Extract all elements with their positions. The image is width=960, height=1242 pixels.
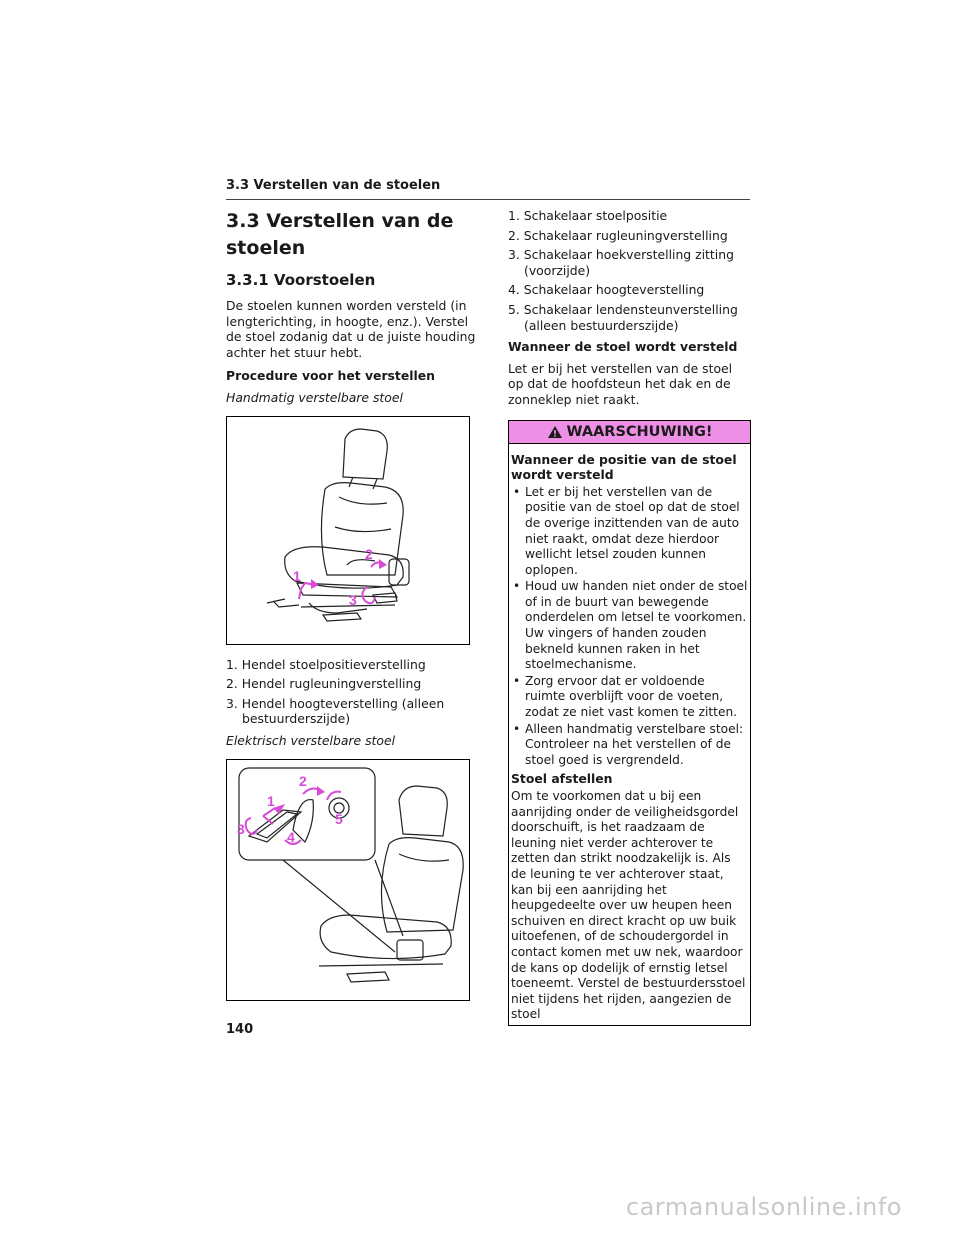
list-item: 2. Hendel rugleuningverstelling xyxy=(226,676,422,692)
list-item: 2. Schakelaar rugleuningverstelling xyxy=(508,227,728,243)
manual-seat-illustration xyxy=(226,416,470,645)
manual-seat-heading: Handmatig verstelbare stoel xyxy=(226,389,403,405)
running-header: 3.3 Verstellen van de stoelen xyxy=(226,178,441,193)
callout-1: 1 xyxy=(267,792,275,809)
warning-subhead: Wanneer de positie van de stoel wordt versteld xyxy=(511,451,737,483)
electric-switches-list xyxy=(508,208,751,333)
list-item: 3. Hendel hoogteverstelling (alleen bestuurderszijde) xyxy=(226,695,445,727)
list-item: 3. Schakelaar hoekverstelling zitting (voorzijde) xyxy=(508,247,734,278)
procedure-heading: Procedure voor het verstellen xyxy=(226,368,435,384)
list-item: 1. Hendel stoelpositieverstelling xyxy=(226,656,426,672)
intro-paragraph: De stoelen kunnen worden versteld (in lengterichting, in hoogte, enz.). Verstel de stoel zodanig dat u de juiste houding achter het stuur hebt. xyxy=(226,298,476,360)
bullet-item: • Zorg ervoor dat er voldoende ruimte overblijft voor de voeten, zodat ze niet vast komen te zitten. xyxy=(511,674,748,721)
section-title-line2: stoelen xyxy=(226,237,306,259)
warning-bullets xyxy=(511,485,748,769)
bullet-item: • Houd uw handen niet onder de stoel of in de buurt van bewegende onderdelen om letsel te voorkomen. Uw vingers of handen zouden bekneld kunnen raken in het stoelmechanisme. xyxy=(511,579,748,673)
header-rule xyxy=(226,199,750,200)
list-item: 4. Schakelaar hoogteverstelling xyxy=(508,282,705,298)
callout-1: 1 xyxy=(293,567,301,584)
electric-seat-illustration xyxy=(226,759,470,1001)
left-column xyxy=(226,208,476,1001)
callout-3: 3 xyxy=(237,820,245,837)
bullet-item: • Alleen handmatig verstelbare stoel: Controleer na het verstellen of de stoel goed is vergrendeld. xyxy=(511,722,748,769)
warning-paragraph: Om te voorkomen dat u bij een aanrijding onder de veiligheidsgordel doorschuift, is het raadzaam de leuning niet verder achterover te zetten dan strikt noodzakelijk is. Als de leuning te ver achterover staat, kan bij een aanrijding het heupgedeelte over uw heupen heen schuiven en direct kracht op uw buik uitoefenen, of de schoudergordel in contact komen met uw nek, waardoor de kans op dodelijk of ernstig letsel toeneemt. Verstel de bestuurdersstoel niet tijdens het rijden, aangezien de stoel xyxy=(511,789,746,1022)
list-item: 1. Schakelaar stoelpositie xyxy=(508,208,668,223)
right-column xyxy=(508,208,751,1026)
callout-2: 2 xyxy=(299,772,307,789)
list-item: 5. Schakelaar lendensteunverstelling (alleen bestuurderszijde) xyxy=(508,301,738,333)
electric-seat-drawing xyxy=(227,760,469,1000)
subsection-title: 3.3.1 Voorstoelen xyxy=(226,271,376,289)
adjust-heading: Wanneer de stoel wordt versteld xyxy=(508,339,738,355)
callout-5: 5 xyxy=(335,810,343,827)
callout-3: 3 xyxy=(349,591,357,608)
watermark: carmanualsonline.info xyxy=(625,1193,902,1221)
adjust-paragraph: Let er bij het verstellen van de stoel op dat de hoofdsteun het dak en de zonneklep niet raakt. xyxy=(508,360,733,407)
electric-seat-heading: Elektrisch verstelbare stoel xyxy=(226,732,396,748)
bullet-item: • Let er bij het verstellen van de positie van de stoel op dat de stoel de overige inzittenden van de auto niet raakt, omdat deze hierdoor wellicht letsel zouden kunnen oplopen. xyxy=(511,485,748,579)
warning-title: WAARSCHUWING! xyxy=(566,423,713,440)
callout-4: 4 xyxy=(287,828,295,845)
manual-seat-drawing xyxy=(227,417,469,644)
warning-triangle-icon xyxy=(547,425,563,439)
warning-body xyxy=(509,444,750,1025)
callout-2: 2 xyxy=(365,545,373,562)
section-title xyxy=(226,208,476,262)
section-title-line1: 3.3 Verstellen van de xyxy=(226,210,454,232)
warning-box xyxy=(508,420,751,1026)
warning-header xyxy=(509,421,750,444)
page-number: 140 xyxy=(226,1022,254,1037)
manual-levers-list xyxy=(226,657,476,727)
warning-subhead-2: Stoel afstellen xyxy=(511,771,613,787)
